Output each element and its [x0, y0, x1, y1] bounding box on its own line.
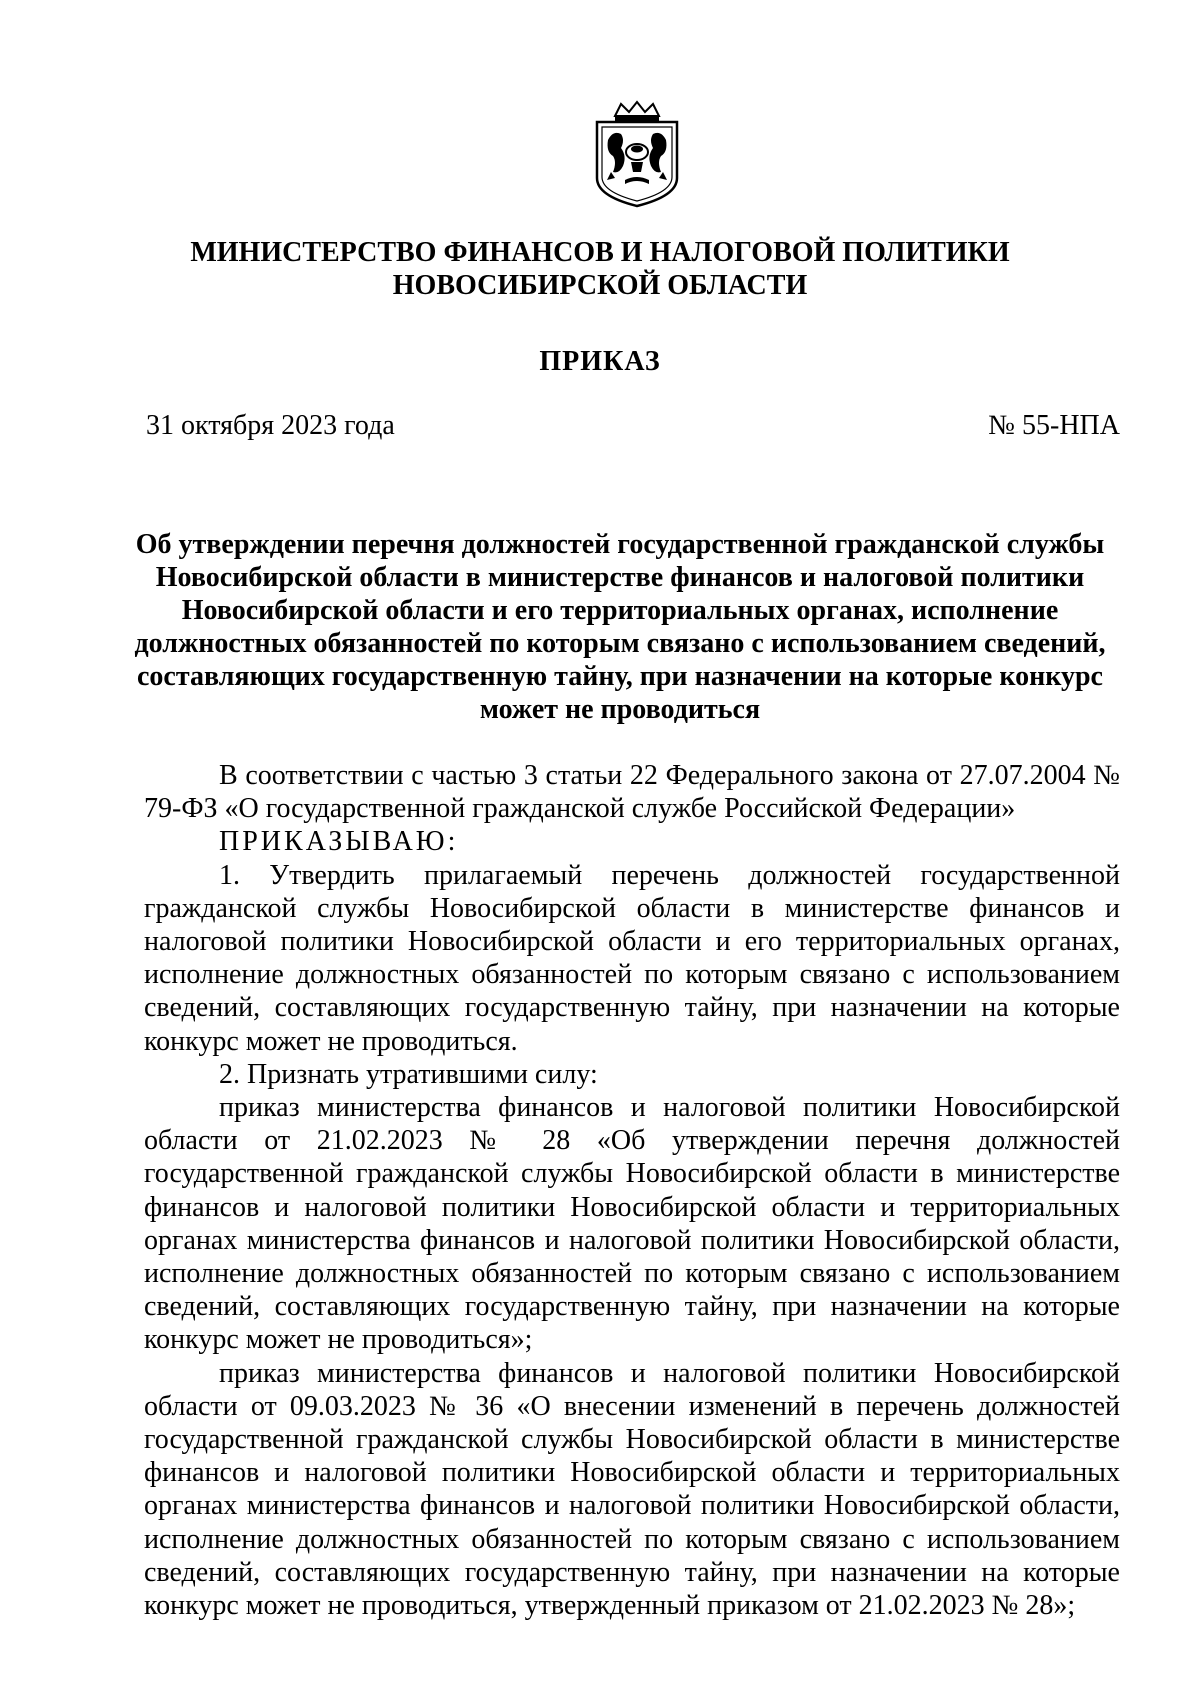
order-subject	[120, 528, 1120, 726]
subject-line-3: Новосибирской области и его территориальных органах, исполнение	[181, 595, 1059, 626]
decree-word: ПРИКАЗЫВАЮ:	[219, 826, 459, 858]
ministry-line-2: НОВОСИБИРСКОЙ ОБЛАСТИ	[392, 270, 808, 301]
ministry-line-1: МИНИСТЕРСТВО ФИНАНСОВ И НАЛОГОВОЙ ПОЛИТИКИ	[190, 237, 1010, 268]
order-date: 31 октября 2023 года	[146, 410, 395, 441]
subject-line-2: Новосибирской области в министерстве финансов и налоговой политики	[155, 562, 1085, 593]
order-body	[144, 759, 1120, 1622]
item-2a-paragraph: приказ министерства финансов и налоговой политики Новосибирской области от 21.02.2023 № 28 «Об утверждении перечня должностей государственной гражданской службы Новосибирской области в министерстве финансов и налоговой политики Новосибирской области и территориальных органах министерства финансов и налоговой политики Новосибирской области, исполнение должностных обязанностей по которым связано с использованием сведений, составляющих государственную тайну, при назначении на которые конкурс может не проводиться»;	[144, 1092, 1120, 1356]
ministry-name	[100, 236, 1100, 302]
item-2-paragraph: 2. Признать утратившими силу:	[219, 1058, 598, 1090]
novosibirsk-coat-of-arms-icon	[591, 100, 683, 208]
item-1-paragraph: 1. Утвердить прилагаемый перечень должностей государственной гражданской службы Новосибирской области в министерстве финансов и налоговой политики Новосибирской области и его территориальных органах, исполнение должностных обязанностей по которым связано с использованием сведений, составляющих государственную тайну, при назначении на которые конкурс может не проводиться.	[144, 859, 1120, 1057]
subject-line-1: Об утверждении перечня должностей государственной гражданской службы	[135, 529, 1105, 560]
subject-line-6: может не проводиться	[479, 694, 761, 725]
subject-line-5: составляющих государственную тайну, при назначении на которые конкурс	[137, 661, 1103, 692]
document-type-heading: ПРИКАЗ	[539, 346, 661, 377]
preamble-paragraph: В соответствии с частью 3 статьи 22 Федерального закона от 27.07.2004 № 79-ФЗ «О государственной гражданской службе Российской Федерации»	[144, 760, 1120, 825]
order-number: № 55-НПА	[988, 410, 1120, 441]
item-2b-paragraph: приказ министерства финансов и налоговой политики Новосибирской области от 09.03.2023 № 36 «О внесении изменений в перечень должностей государственной гражданской службы Новосибирской области в министерстве финансов и налоговой политики Новосибирской области и территориальных органах министерства финансов и налоговой политики Новосибирской области, исполнение должностных обязанностей по которым связано с использованием сведений, составляющих государственную тайну, при назначении на которые конкурс может не проводиться, утвержденный приказом от 21.02.2023 № 28»;	[144, 1357, 1120, 1622]
subject-line-4: должностных обязанностей по которым связано с использованием сведений,	[134, 628, 1106, 659]
